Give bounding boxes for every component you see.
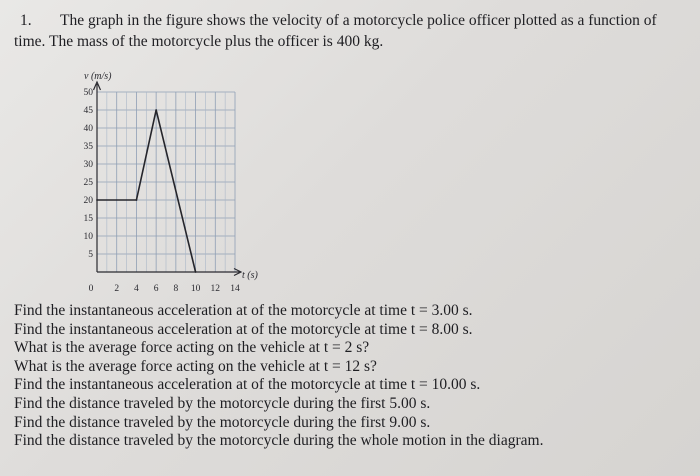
x-axis-label: t (s) [242,270,258,281]
y-tick-label: 10 [83,232,93,242]
graph-grid [97,92,235,272]
y-tick-label: 25 [83,178,93,188]
x-tick-label: 10 [190,284,201,294]
y-tick-label: 20 [83,196,93,206]
question-item: Find the distance traveled by the motorcycle during the first 9.00 s. [14,413,431,431]
x-tick-label: 4 [134,284,139,294]
problem-text-line1: The graph in the figure shows the velocity of a motorcycle police officer plotted as a function of [60,12,657,29]
y-axis-label: v (m/s) [84,71,112,82]
data-point [195,271,197,273]
x-tick-label: 8 [173,284,179,294]
question-item: What is the average force acting on the vehicle at t = 12 s? [14,357,377,375]
data-point [155,109,157,111]
y-tick-label: 30 [83,160,93,170]
question-item: Find the instantaneous acceleration at of the motorcycle at time t = 10.00 s. [14,376,481,394]
question-item: Find the instantaneous acceleration at of the motorcycle at time t = 3.00 s. [14,302,473,319]
y-tick-label: 5 [88,250,93,260]
data-point [96,199,98,201]
x-tick-label: 12 [210,284,221,294]
y-tick-label: 15 [83,214,93,224]
x-tick-label: 6 [153,284,159,294]
graph-axes [94,82,242,276]
y-tick-label: 40 [83,124,93,134]
problem-number: 1. [20,12,32,29]
x-tick-label: 2 [114,284,120,294]
question-item: Find the instantaneous acceleration at of the motorcycle at time t = 8.00 s. [14,320,473,338]
question-item: Find the distance traveled by the motorcycle during the whole motion in the diagram. [14,432,544,450]
question-item: What is the average force acting on the vehicle at t = 2 s? [14,339,370,357]
y-tick-label: 35 [83,142,93,152]
x-tick-label: 14 [230,284,240,294]
data-point [136,199,138,201]
x-tick-label: 0 [88,284,94,294]
y-tick-label: 45 [83,106,93,116]
problem-text-line2: time. The mass of the motorcycle plus the officer is 400 kg. [14,33,384,50]
question-item: Find the distance traveled by the motorcycle during the first 5.00 s. [14,394,431,412]
questions-list [14,302,694,451]
y-tick-label: 50 [83,88,93,98]
